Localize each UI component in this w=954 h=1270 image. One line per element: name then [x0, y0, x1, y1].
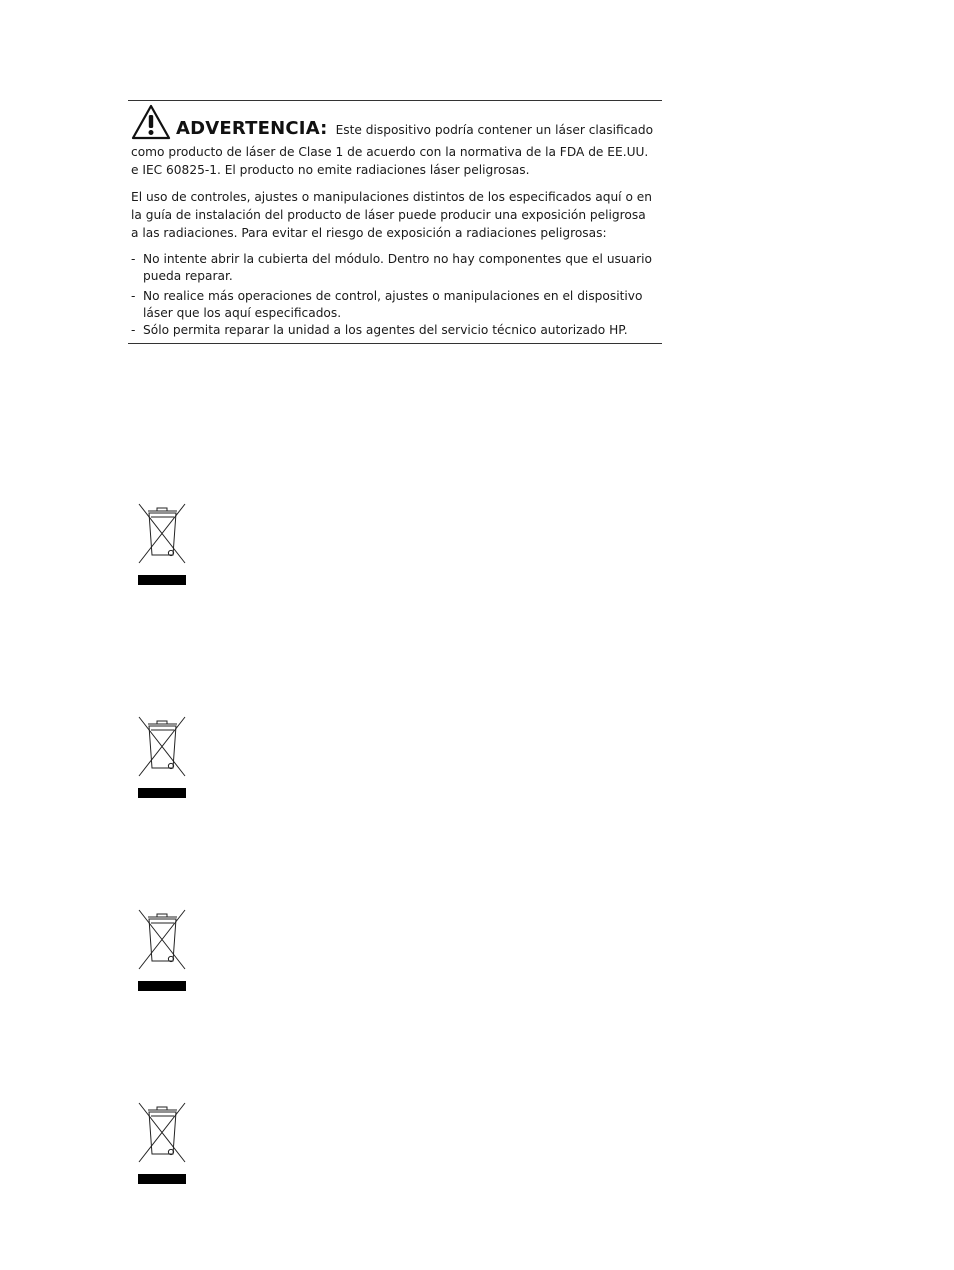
warning-paragraph-2-line-3: a las radiaciones. Para evitar el riesgo de exposición a radiaciones peligrosas: [131, 226, 607, 240]
warning-text-line-3: e IEC 60825-1. El producto no emite radiaciones láser peligrosas. [131, 163, 530, 177]
warning-heading-line [176, 118, 662, 139]
warning-paragraph-2-line-1: El uso de controles, ajustes o manipulaciones distintos de los especificados aquí o en [131, 190, 652, 204]
crossed-out-wheelie-bin-icon [137, 909, 187, 993]
warning-text-line-2: como producto de láser de Clase 1 de acuerdo con la normativa de la FDA de EE.UU. [131, 145, 649, 159]
crossed-out-wheelie-bin-icon [137, 1102, 187, 1186]
list-dash: - [131, 252, 136, 266]
warning-paragraph-2-line-2: la guía de instalación del producto de láser puede producir una exposición peligrosa [131, 208, 646, 222]
warning-list-item [131, 322, 659, 339]
list-dash: - [131, 289, 136, 303]
crossed-out-wheelie-bin-icon [137, 716, 187, 800]
list-item-text-cont: láser que los aquí especificados. [143, 306, 342, 320]
warning-heading-text: Este dispositivo podría contener un láser clasificado [335, 123, 654, 137]
list-item-text: Sólo permita reparar la unidad a los agentes del servicio técnico autorizado HP. [143, 323, 628, 337]
warning-triangle-icon [130, 103, 172, 141]
list-item-text: No intente abrir la cubierta del módulo. Dentro no hay componentes que el usuario [143, 252, 652, 266]
warning-list-item [131, 251, 659, 285]
list-item-text: No realice más operaciones de control, ajustes o manipulaciones en el dispositivo [143, 289, 643, 303]
warning-list-item [131, 288, 659, 322]
list-item-text-cont: pueda reparar. [143, 269, 233, 283]
warning-heading: ADVERTENCIA: [176, 118, 328, 139]
laser-warning-box [128, 100, 662, 344]
list-dash: - [131, 323, 136, 337]
crossed-out-wheelie-bin-icon [137, 503, 187, 587]
